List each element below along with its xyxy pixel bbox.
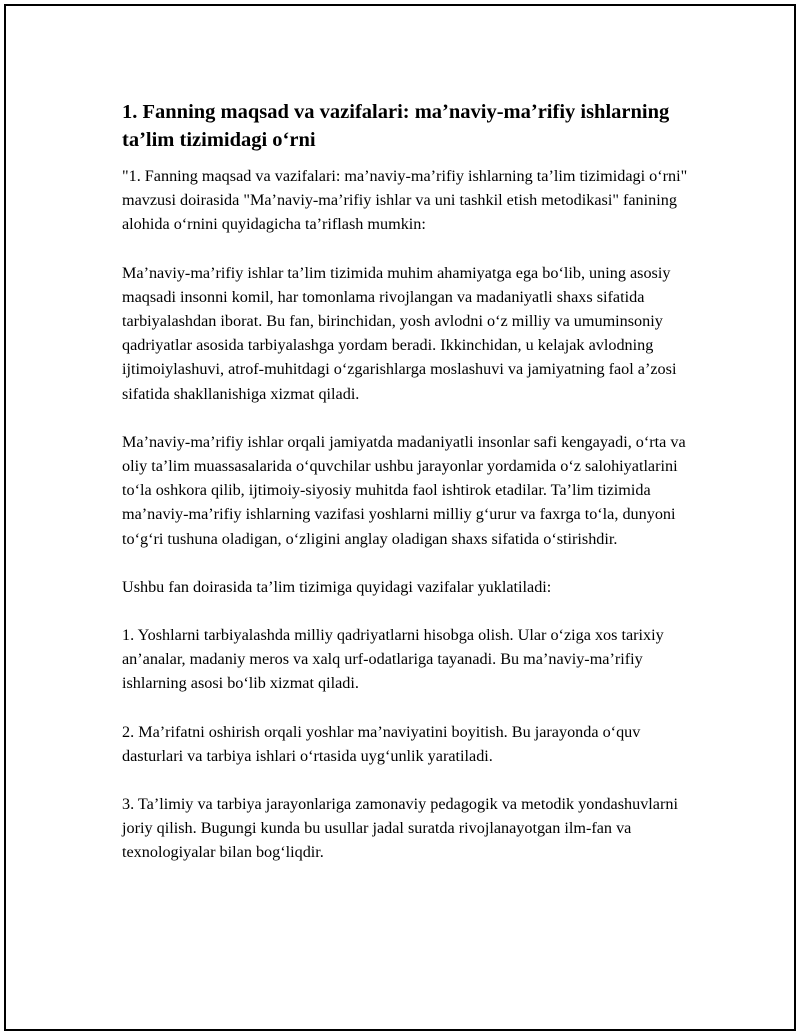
paragraph-importance: Maʼnaviy-maʼrifiy ishlar taʼlim tizimida muhim ahamiyatga ega boʻlib, uning asosiy maqsadi insonni komil, har tomonlama rivojlangan va madaniyatli shaxs sifatida tarbiyalashdan iborat. Bu fan, birinchidan, yosh avlodni oʻz milliy va umuminsoniy qadriyatlar asosida tarbiyalashga yordam beradi. Ikkinchidan, u kelajak avlodning ijtimoiylashuvi, atrof-muhitdagi oʻzgarishlarga moslashuvi va jamiyatning faol aʼzosi sifatida shakllanishiga xizmat qiladi. <box>122 263 677 403</box>
task-item-1: 1. Yoshlarni tarbiyalashda milliy qadriyatlarni hisobga olish. Ular oʻziga xos tarixiy anʼanalar, madaniy meros va xalq urf-odatlariga tayanadi. Bu maʼnaviy-maʼrifiy ishlarning asosi boʻlib xizmat qiladi. <box>122 626 664 693</box>
paragraph-tasks-intro: Ushbu fan doirasida taʼlim tizimiga quyidagi vazifalar yuklatiladi: <box>122 577 552 596</box>
document-body <box>122 98 702 889</box>
task-item-2: 2. Maʼrifatni oshirish orqali yoshlar maʼnaviyatini boyitish. Bu jarayonda oʻquv dasturlari va tarbiya ishlari oʻrtasida uygʻunlik yaratiladi. <box>122 722 641 765</box>
document-page <box>4 4 796 1031</box>
document-title: 1. Fanning maqsad va vazifalari: maʼnaviy-maʼrifiy ishlarning taʼlim tizimidagi oʻrni <box>122 101 670 151</box>
task-item-3: 3. Taʼlimiy va tarbiya jarayonlariga zamonaviy pedagogik va metodik yondashuvlarni joriy qilish. Bugungi kunda bu usullar jadal suratda rivojlanayotgan ilm-fan va texnologiyalar bilan bogʻliqdir. <box>122 795 678 862</box>
paragraph-intro: "1. Fanning maqsad va vazifalari: maʼnaviy-maʼrifiy ishlarning taʼlim tizimidagi oʻrni" mavzusi doirasida "Maʼnaviy-maʼrifiy ishlar va uni tashkil etish metodikasi" fanining alohida oʻrnini quyidagicha taʼriflash mumkin: <box>122 167 688 234</box>
paragraph-society: Maʼnaviy-maʼrifiy ishlar orqali jamiyatda madaniyatli insonlar safi kengayadi, oʻrta va oliy taʼlim muassasalarida oʻquvchilar ushbu jarayonlar yordamida oʻz salohiyatlarini toʻla oshkora qilib, ijtimoiy-siyosiy muhitda faol ishtirok etadilar. Taʼlim tizimida maʼnaviy-maʼrifiy ishlarning vazifasi yoshlarni milliy gʻurur va faxrga toʻla, dunyoni toʻgʻri tushuna oladigan, oʻzligini anglay oladigan shaxs sifatida oʻstirishdir. <box>122 432 686 548</box>
